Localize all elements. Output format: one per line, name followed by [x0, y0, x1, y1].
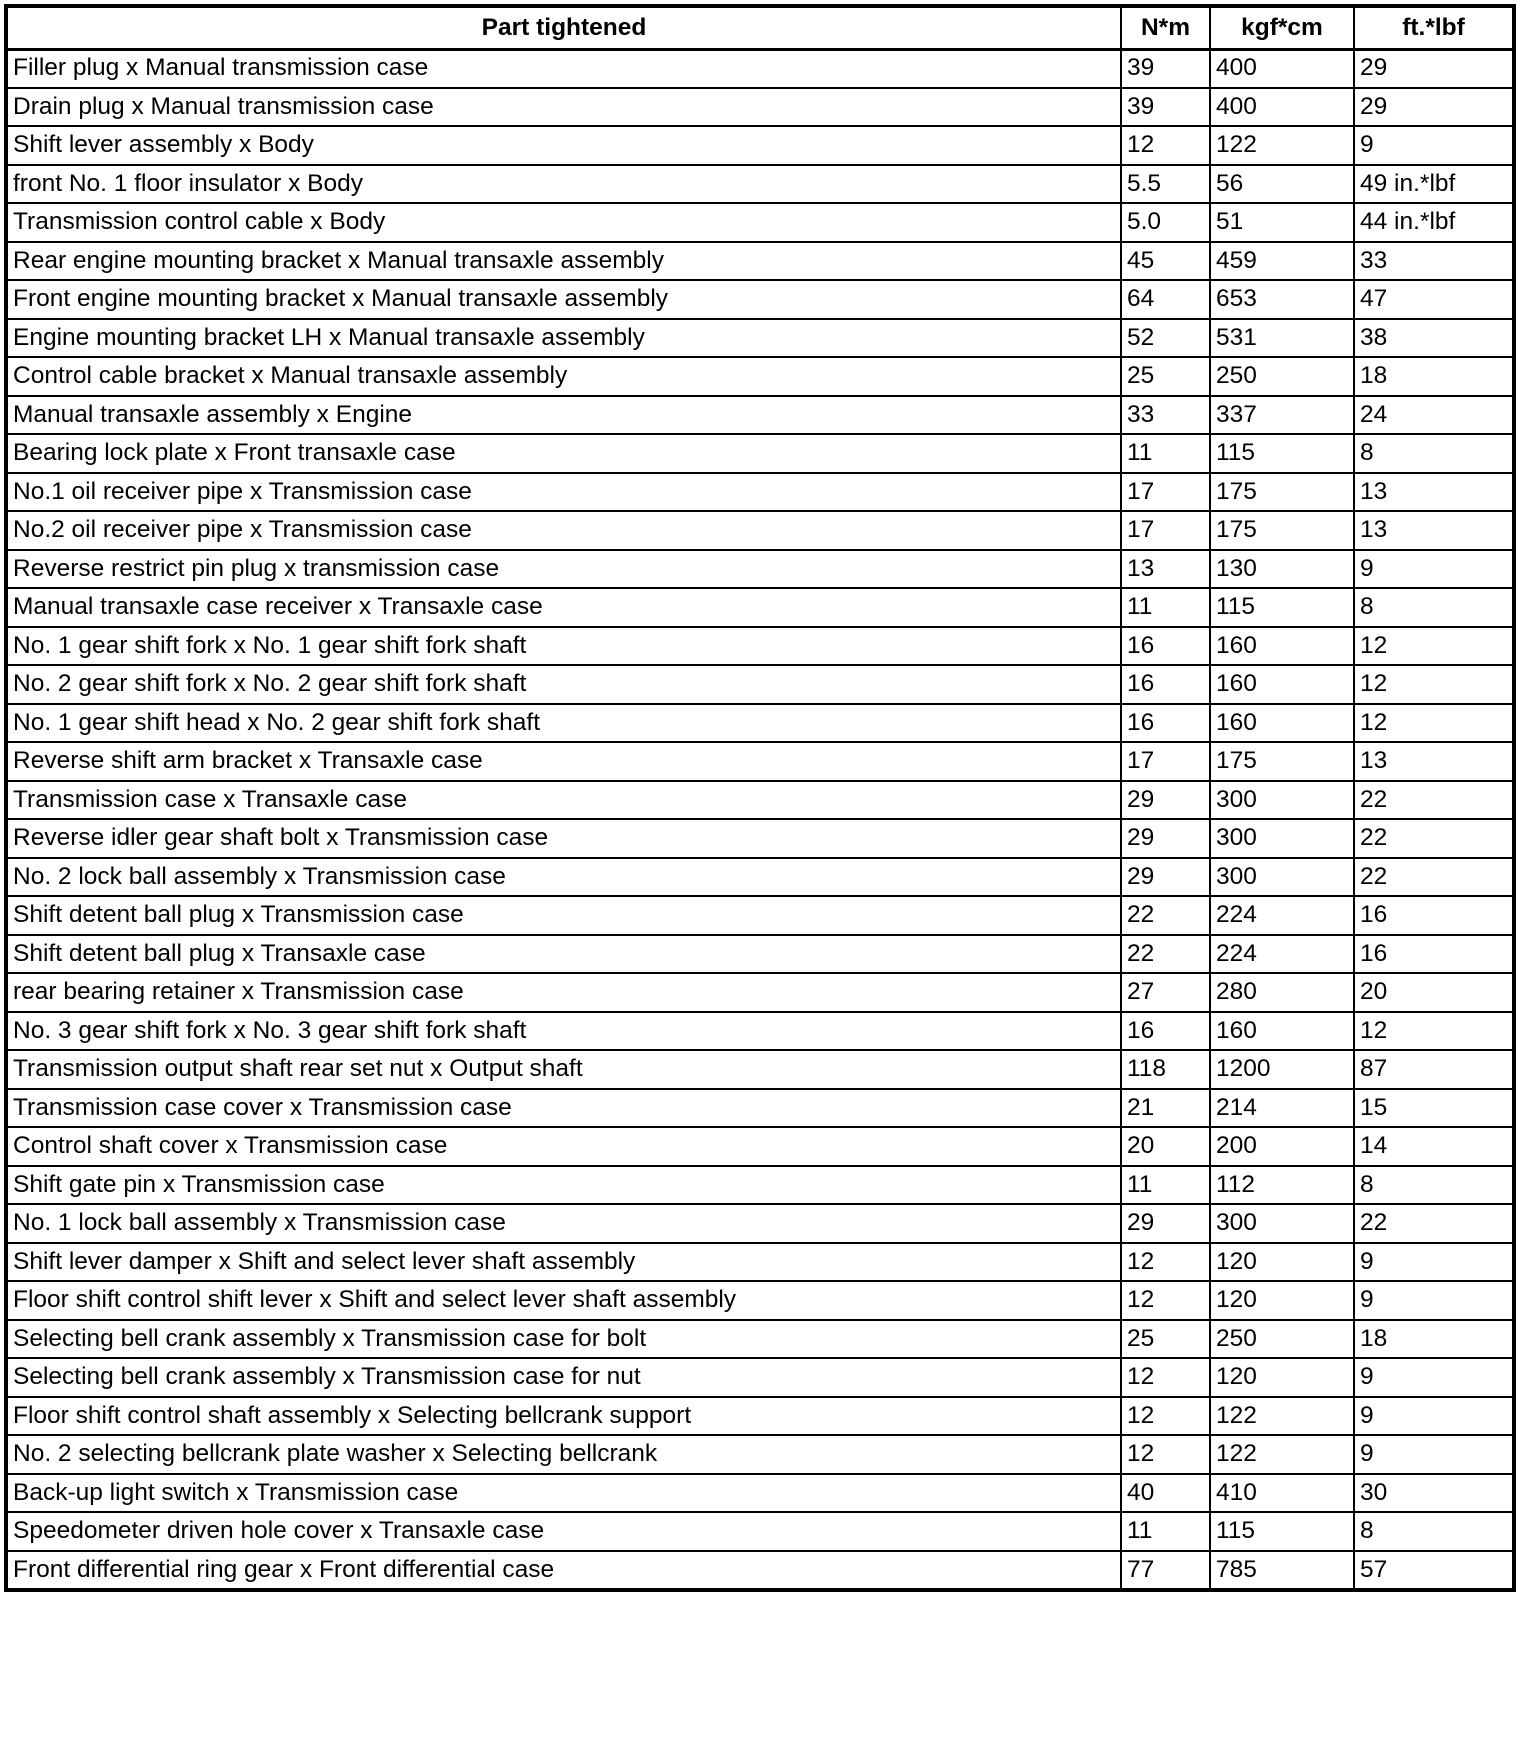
- column-header-kgf-cm: kgf*cm: [1210, 7, 1354, 49]
- ft-lbf-cell: 12: [1354, 704, 1513, 743]
- ft-lbf-cell: 13: [1354, 473, 1513, 512]
- ft-lbf-cell: 47: [1354, 280, 1513, 319]
- table-row: [7, 1089, 1513, 1128]
- table-row: [7, 973, 1513, 1012]
- part-tightened-cell: rear bearing retainer x Transmission case: [7, 973, 1121, 1012]
- ft-lbf-cell: 13: [1354, 511, 1513, 550]
- ft-lbf-cell: 9: [1354, 1358, 1513, 1397]
- kgf-cm-cell: 250: [1210, 1320, 1354, 1359]
- nm-cell: 64: [1121, 280, 1210, 319]
- table-row: [7, 588, 1513, 627]
- nm-cell: 45: [1121, 242, 1210, 281]
- ft-lbf-cell: 15: [1354, 1089, 1513, 1128]
- nm-cell: 11: [1121, 588, 1210, 627]
- nm-cell: 21: [1121, 1089, 1210, 1128]
- part-tightened-cell: Control cable bracket x Manual transaxle assembly: [7, 357, 1121, 396]
- table-row: [7, 242, 1513, 281]
- part-tightened-cell: No.1 oil receiver pipe x Transmission case: [7, 473, 1121, 512]
- ft-lbf-cell: 49 in.*lbf: [1354, 165, 1513, 204]
- part-tightened-cell: Shift lever damper x Shift and select lever shaft assembly: [7, 1243, 1121, 1282]
- ft-lbf-cell: 33: [1354, 242, 1513, 281]
- table-row: [7, 1127, 1513, 1166]
- table-row: [7, 511, 1513, 550]
- kgf-cm-cell: 112: [1210, 1166, 1354, 1205]
- table-body: [7, 49, 1513, 1589]
- nm-cell: 11: [1121, 1512, 1210, 1551]
- ft-lbf-cell: 18: [1354, 357, 1513, 396]
- kgf-cm-cell: 175: [1210, 473, 1354, 512]
- nm-cell: 25: [1121, 357, 1210, 396]
- nm-cell: 17: [1121, 742, 1210, 781]
- kgf-cm-cell: 300: [1210, 858, 1354, 897]
- table-row: [7, 858, 1513, 897]
- table-row: [7, 1281, 1513, 1320]
- ft-lbf-cell: 8: [1354, 1512, 1513, 1551]
- table-row: [7, 550, 1513, 589]
- ft-lbf-cell: 87: [1354, 1050, 1513, 1089]
- table-row: [7, 1204, 1513, 1243]
- table-row: [7, 434, 1513, 473]
- torque-spec-sheet: [6, 6, 1512, 1590]
- table-row: [7, 203, 1513, 242]
- part-tightened-cell: Front engine mounting bracket x Manual transaxle assembly: [7, 280, 1121, 319]
- kgf-cm-cell: 1200: [1210, 1050, 1354, 1089]
- part-tightened-cell: Bearing lock plate x Front transaxle case: [7, 434, 1121, 473]
- table-row: [7, 280, 1513, 319]
- nm-cell: 52: [1121, 319, 1210, 358]
- kgf-cm-cell: 175: [1210, 511, 1354, 550]
- ft-lbf-cell: 13: [1354, 742, 1513, 781]
- nm-cell: 16: [1121, 1012, 1210, 1051]
- kgf-cm-cell: 337: [1210, 396, 1354, 435]
- nm-cell: 11: [1121, 1166, 1210, 1205]
- kgf-cm-cell: 120: [1210, 1243, 1354, 1282]
- table-row: [7, 665, 1513, 704]
- ft-lbf-cell: 9: [1354, 1281, 1513, 1320]
- table-row: [7, 1397, 1513, 1436]
- column-header-nm: N*m: [1121, 7, 1210, 49]
- nm-cell: 27: [1121, 973, 1210, 1012]
- ft-lbf-cell: 29: [1354, 88, 1513, 127]
- part-tightened-cell: Transmission output shaft rear set nut x Output shaft: [7, 1050, 1121, 1089]
- table-row: [7, 165, 1513, 204]
- part-tightened-cell: Engine mounting bracket LH x Manual transaxle assembly: [7, 319, 1121, 358]
- part-tightened-cell: No. 2 gear shift fork x No. 2 gear shift fork shaft: [7, 665, 1121, 704]
- table-row: [7, 396, 1513, 435]
- ft-lbf-cell: 20: [1354, 973, 1513, 1012]
- table-row: [7, 49, 1513, 88]
- table-row: [7, 88, 1513, 127]
- kgf-cm-cell: 51: [1210, 203, 1354, 242]
- table-row: [7, 1358, 1513, 1397]
- nm-cell: 40: [1121, 1474, 1210, 1513]
- ft-lbf-cell: 8: [1354, 1166, 1513, 1205]
- ft-lbf-cell: 9: [1354, 126, 1513, 165]
- nm-cell: 22: [1121, 935, 1210, 974]
- nm-cell: 25: [1121, 1320, 1210, 1359]
- kgf-cm-cell: 122: [1210, 1435, 1354, 1474]
- part-tightened-cell: No. 1 gear shift head x No. 2 gear shift fork shaft: [7, 704, 1121, 743]
- kgf-cm-cell: 160: [1210, 704, 1354, 743]
- kgf-cm-cell: 120: [1210, 1281, 1354, 1320]
- ft-lbf-cell: 22: [1354, 819, 1513, 858]
- nm-cell: 33: [1121, 396, 1210, 435]
- part-tightened-cell: Transmission case cover x Transmission case: [7, 1089, 1121, 1128]
- nm-cell: 29: [1121, 819, 1210, 858]
- ft-lbf-cell: 8: [1354, 434, 1513, 473]
- torque-specification-table: [6, 6, 1514, 1590]
- table-row: [7, 1012, 1513, 1051]
- table-row: [7, 819, 1513, 858]
- part-tightened-cell: Speedometer driven hole cover x Transaxle case: [7, 1512, 1121, 1551]
- part-tightened-cell: No.2 oil receiver pipe x Transmission case: [7, 511, 1121, 550]
- ft-lbf-cell: 12: [1354, 1012, 1513, 1051]
- table-row: [7, 1320, 1513, 1359]
- kgf-cm-cell: 280: [1210, 973, 1354, 1012]
- ft-lbf-cell: 12: [1354, 665, 1513, 704]
- table-row: [7, 627, 1513, 666]
- ft-lbf-cell: 24: [1354, 396, 1513, 435]
- ft-lbf-cell: 38: [1354, 319, 1513, 358]
- part-tightened-cell: Front differential ring gear x Front differential case: [7, 1551, 1121, 1590]
- nm-cell: 12: [1121, 1435, 1210, 1474]
- kgf-cm-cell: 531: [1210, 319, 1354, 358]
- part-tightened-cell: Manual transaxle case receiver x Transaxle case: [7, 588, 1121, 627]
- part-tightened-cell: Reverse idler gear shaft bolt x Transmission case: [7, 819, 1121, 858]
- part-tightened-cell: Shift gate pin x Transmission case: [7, 1166, 1121, 1205]
- part-tightened-cell: No. 2 selecting bellcrank plate washer x Selecting bellcrank: [7, 1435, 1121, 1474]
- ft-lbf-cell: 9: [1354, 1397, 1513, 1436]
- table-row: [7, 1474, 1513, 1513]
- part-tightened-cell: front No. 1 floor insulator x Body: [7, 165, 1121, 204]
- ft-lbf-cell: 14: [1354, 1127, 1513, 1166]
- kgf-cm-cell: 300: [1210, 781, 1354, 820]
- column-header-part-tightened: Part tightened: [7, 7, 1121, 49]
- kgf-cm-cell: 214: [1210, 1089, 1354, 1128]
- ft-lbf-cell: 12: [1354, 627, 1513, 666]
- table-row: [7, 1050, 1513, 1089]
- part-tightened-cell: Selecting bell crank assembly x Transmission case for bolt: [7, 1320, 1121, 1359]
- part-tightened-cell: No. 2 lock ball assembly x Transmission case: [7, 858, 1121, 897]
- part-tightened-cell: Filler plug x Manual transmission case: [7, 49, 1121, 88]
- table-row: [7, 357, 1513, 396]
- nm-cell: 29: [1121, 1204, 1210, 1243]
- kgf-cm-cell: 115: [1210, 1512, 1354, 1551]
- kgf-cm-cell: 120: [1210, 1358, 1354, 1397]
- ft-lbf-cell: 9: [1354, 1435, 1513, 1474]
- table-row: [7, 781, 1513, 820]
- kgf-cm-cell: 300: [1210, 819, 1354, 858]
- nm-cell: 12: [1121, 1281, 1210, 1320]
- part-tightened-cell: Manual transaxle assembly x Engine: [7, 396, 1121, 435]
- ft-lbf-cell: 22: [1354, 1204, 1513, 1243]
- kgf-cm-cell: 785: [1210, 1551, 1354, 1590]
- kgf-cm-cell: 115: [1210, 588, 1354, 627]
- nm-cell: 16: [1121, 704, 1210, 743]
- table-row: [7, 935, 1513, 974]
- kgf-cm-cell: 160: [1210, 665, 1354, 704]
- part-tightened-cell: Rear engine mounting bracket x Manual transaxle assembly: [7, 242, 1121, 281]
- kgf-cm-cell: 224: [1210, 935, 1354, 974]
- nm-cell: 12: [1121, 126, 1210, 165]
- table-row: [7, 1166, 1513, 1205]
- nm-cell: 17: [1121, 473, 1210, 512]
- header-row: [7, 7, 1513, 49]
- ft-lbf-cell: 44 in.*lbf: [1354, 203, 1513, 242]
- column-header-ft-lbf: ft.*lbf: [1354, 7, 1513, 49]
- ft-lbf-cell: 22: [1354, 781, 1513, 820]
- part-tightened-cell: Drain plug x Manual transmission case: [7, 88, 1121, 127]
- part-tightened-cell: No. 3 gear shift fork x No. 3 gear shift fork shaft: [7, 1012, 1121, 1051]
- ft-lbf-cell: 9: [1354, 550, 1513, 589]
- nm-cell: 118: [1121, 1050, 1210, 1089]
- table-header: [7, 7, 1513, 49]
- table-row: [7, 742, 1513, 781]
- table-row: [7, 704, 1513, 743]
- ft-lbf-cell: 30: [1354, 1474, 1513, 1513]
- table-row: [7, 473, 1513, 512]
- ft-lbf-cell: 16: [1354, 896, 1513, 935]
- nm-cell: 39: [1121, 49, 1210, 88]
- kgf-cm-cell: 459: [1210, 242, 1354, 281]
- kgf-cm-cell: 400: [1210, 49, 1354, 88]
- kgf-cm-cell: 224: [1210, 896, 1354, 935]
- table-row: [7, 1243, 1513, 1282]
- part-tightened-cell: No. 1 lock ball assembly x Transmission case: [7, 1204, 1121, 1243]
- part-tightened-cell: Control shaft cover x Transmission case: [7, 1127, 1121, 1166]
- part-tightened-cell: Shift detent ball plug x Transmission case: [7, 896, 1121, 935]
- ft-lbf-cell: 8: [1354, 588, 1513, 627]
- part-tightened-cell: Transmission control cable x Body: [7, 203, 1121, 242]
- table-row: [7, 1512, 1513, 1551]
- table-row: [7, 319, 1513, 358]
- ft-lbf-cell: 9: [1354, 1243, 1513, 1282]
- nm-cell: 39: [1121, 88, 1210, 127]
- kgf-cm-cell: 300: [1210, 1204, 1354, 1243]
- ft-lbf-cell: 18: [1354, 1320, 1513, 1359]
- nm-cell: 12: [1121, 1243, 1210, 1282]
- ft-lbf-cell: 22: [1354, 858, 1513, 897]
- nm-cell: 12: [1121, 1397, 1210, 1436]
- nm-cell: 22: [1121, 896, 1210, 935]
- kgf-cm-cell: 115: [1210, 434, 1354, 473]
- ft-lbf-cell: 16: [1354, 935, 1513, 974]
- part-tightened-cell: Back-up light switch x Transmission case: [7, 1474, 1121, 1513]
- nm-cell: 29: [1121, 858, 1210, 897]
- ft-lbf-cell: 57: [1354, 1551, 1513, 1590]
- table-row: [7, 1435, 1513, 1474]
- nm-cell: 29: [1121, 781, 1210, 820]
- part-tightened-cell: Floor shift control shaft assembly x Selecting bellcrank support: [7, 1397, 1121, 1436]
- kgf-cm-cell: 653: [1210, 280, 1354, 319]
- nm-cell: 13: [1121, 550, 1210, 589]
- part-tightened-cell: Reverse shift arm bracket x Transaxle case: [7, 742, 1121, 781]
- nm-cell: 11: [1121, 434, 1210, 473]
- kgf-cm-cell: 122: [1210, 126, 1354, 165]
- nm-cell: 5.0: [1121, 203, 1210, 242]
- kgf-cm-cell: 160: [1210, 627, 1354, 666]
- kgf-cm-cell: 130: [1210, 550, 1354, 589]
- kgf-cm-cell: 56: [1210, 165, 1354, 204]
- kgf-cm-cell: 175: [1210, 742, 1354, 781]
- table-row: [7, 126, 1513, 165]
- nm-cell: 5.5: [1121, 165, 1210, 204]
- ft-lbf-cell: 29: [1354, 49, 1513, 88]
- part-tightened-cell: Transmission case x Transaxle case: [7, 781, 1121, 820]
- part-tightened-cell: Floor shift control shift lever x Shift and select lever shaft assembly: [7, 1281, 1121, 1320]
- kgf-cm-cell: 410: [1210, 1474, 1354, 1513]
- part-tightened-cell: Reverse restrict pin plug x transmission case: [7, 550, 1121, 589]
- table-row: [7, 896, 1513, 935]
- nm-cell: 17: [1121, 511, 1210, 550]
- nm-cell: 16: [1121, 665, 1210, 704]
- table-row: [7, 1551, 1513, 1590]
- kgf-cm-cell: 160: [1210, 1012, 1354, 1051]
- kgf-cm-cell: 250: [1210, 357, 1354, 396]
- part-tightened-cell: Shift detent ball plug x Transaxle case: [7, 935, 1121, 974]
- nm-cell: 16: [1121, 627, 1210, 666]
- kgf-cm-cell: 200: [1210, 1127, 1354, 1166]
- kgf-cm-cell: 122: [1210, 1397, 1354, 1436]
- nm-cell: 12: [1121, 1358, 1210, 1397]
- nm-cell: 77: [1121, 1551, 1210, 1590]
- part-tightened-cell: No. 1 gear shift fork x No. 1 gear shift fork shaft: [7, 627, 1121, 666]
- part-tightened-cell: Shift lever assembly x Body: [7, 126, 1121, 165]
- nm-cell: 20: [1121, 1127, 1210, 1166]
- kgf-cm-cell: 400: [1210, 88, 1354, 127]
- part-tightened-cell: Selecting bell crank assembly x Transmission case for nut: [7, 1358, 1121, 1397]
